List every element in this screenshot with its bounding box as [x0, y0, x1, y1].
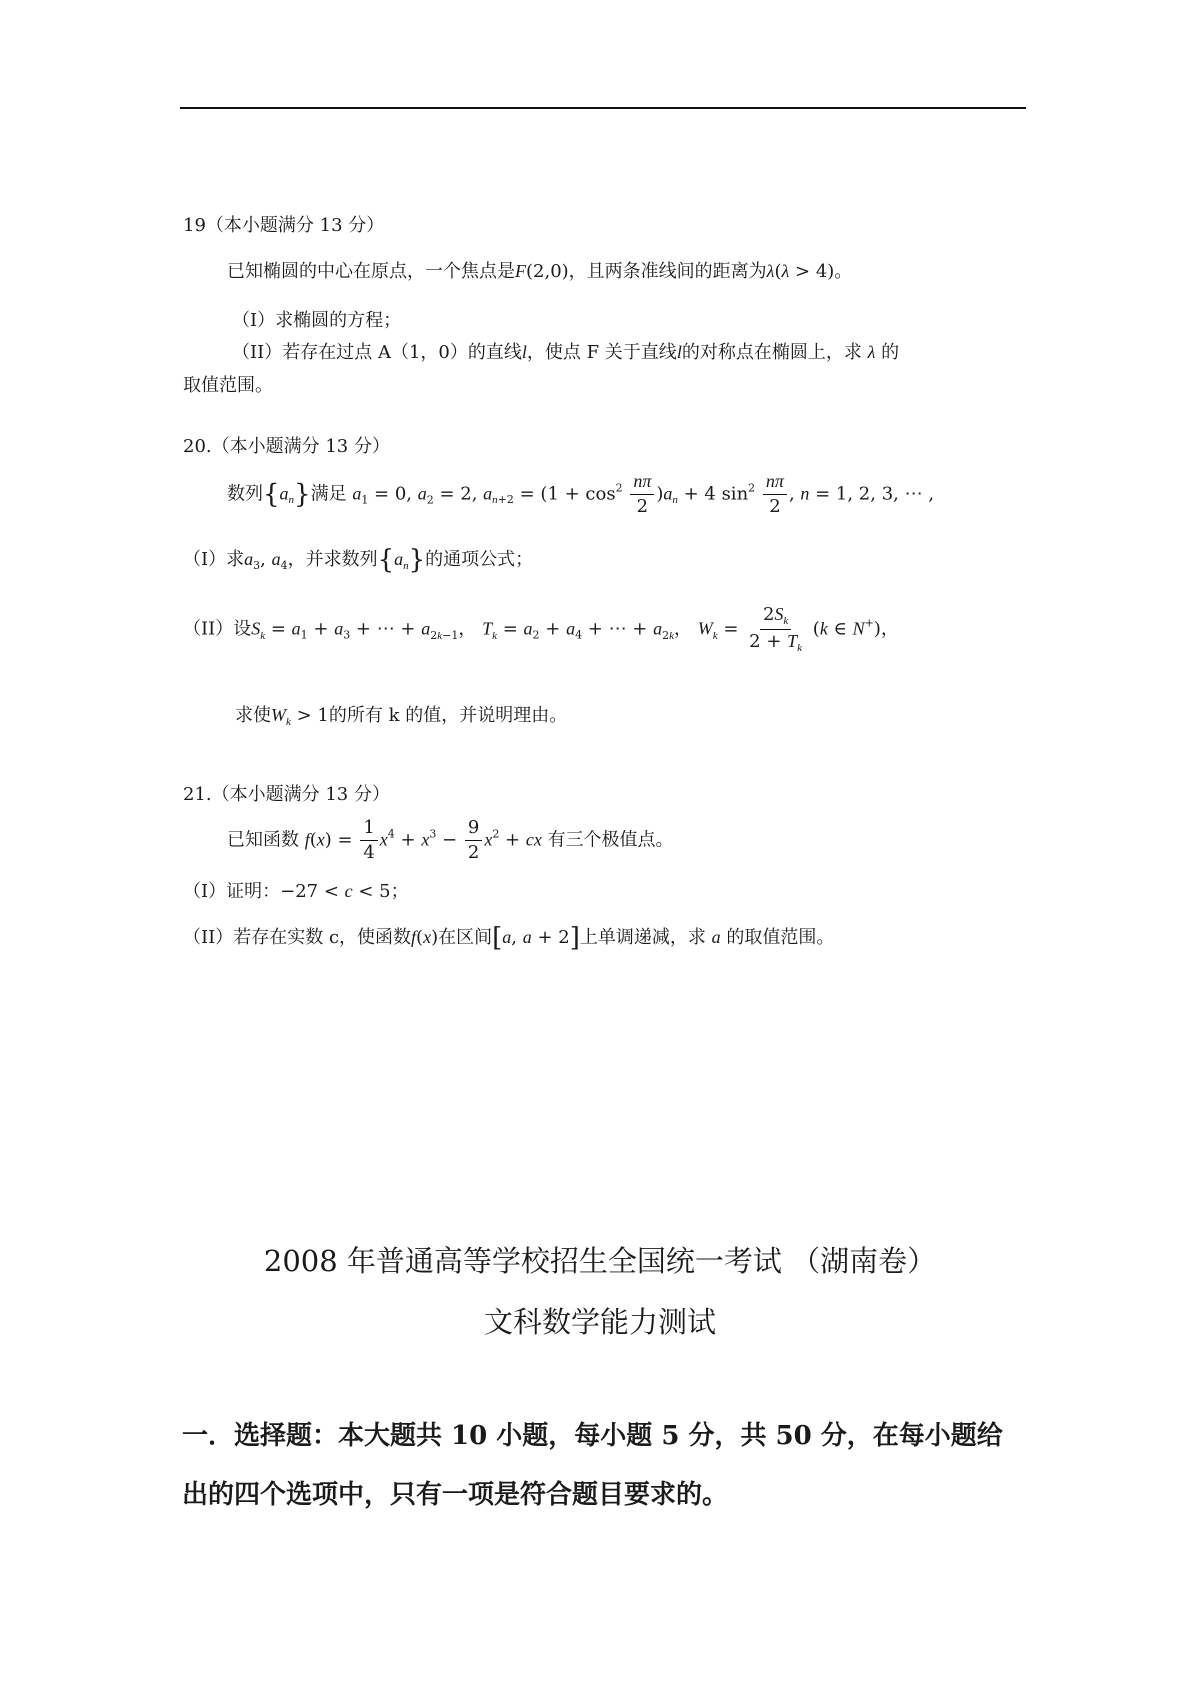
q20-header: 20.（本小题满分 13 分）	[183, 436, 390, 457]
header-rule	[180, 107, 1026, 109]
exam-title: 2008 年普通高等学校招生全国统一考试 （湖南卷）	[263, 1244, 937, 1278]
q19-stem: 已知椭圆的中心在原点，一个焦点是F(2,0)，且两条准线间的距离为λ(λ > 4)。	[227, 261, 853, 282]
q20-part3: 求使$W_k > 1$的所有 k 的值，并说明理由。	[235, 705, 568, 728]
q19-part2-cont: 取值范围。	[183, 375, 273, 396]
q19-header: 19（本小题满分 13 分）	[183, 215, 385, 236]
q21-part1: （I）证明：−27 < c < 5；	[183, 881, 409, 902]
q20-part1: （I）求$a_3$, $a_4$，并求数列$\{a_n\}$的通项公式；	[183, 545, 534, 575]
q19-part1: （I）求椭圆的方程；	[232, 310, 402, 331]
q21-header: 21.（本小题满分 13 分）	[183, 784, 390, 805]
section-heading-line1: 一．选择题：本大题共 10 小题，每小题 5 分，共 50 分，在每小题给	[182, 1421, 1003, 1451]
q20-part2: （II）设$S_k = a_1 + a_3$ + ⋯ + $a_{2k-1}$， $T_k = a_2 + a_4$ + ⋯ + $a_{2k}$， $W_k$ = $\frac{2S_k}{2 + T_k}$ (k ∈ N+)，	[183, 604, 899, 655]
exam-subtitle: 文科数学能力测试	[483, 1305, 716, 1339]
q20-stem: 数列$\{a_n\}$满足 $a_1 = 0$, $a_2 = 2$, $a_{n+2} = (1 + \cos^2$ $\frac{n\pi}{2}$ )$a_n + 4$ $\sin^2$ $\frac{n\pi}{2}$ , n = 1, 2, 3, ⋯ ,	[227, 471, 935, 517]
q21-stem: 已知函数 f(x) = $\frac{1}{4}$ $x^4 + x^3$ − $\frac{9}{2}$ $x^2$ + cx 有三个极值点。	[227, 817, 674, 863]
section-heading-line2: 出的四个选项中，只有一项是符合题目要求的。	[182, 1480, 729, 1510]
q21-part2: （II）若存在实数 c，使函数f(x)在区间[a, a + 2]上单调递减，求 a 的取值范围。	[183, 923, 835, 953]
q19-part2: （II）若存在过点 A（1，0）的直线l，使点 F 关于直线l的对称点在椭圆上，求 λ 的	[232, 342, 900, 363]
